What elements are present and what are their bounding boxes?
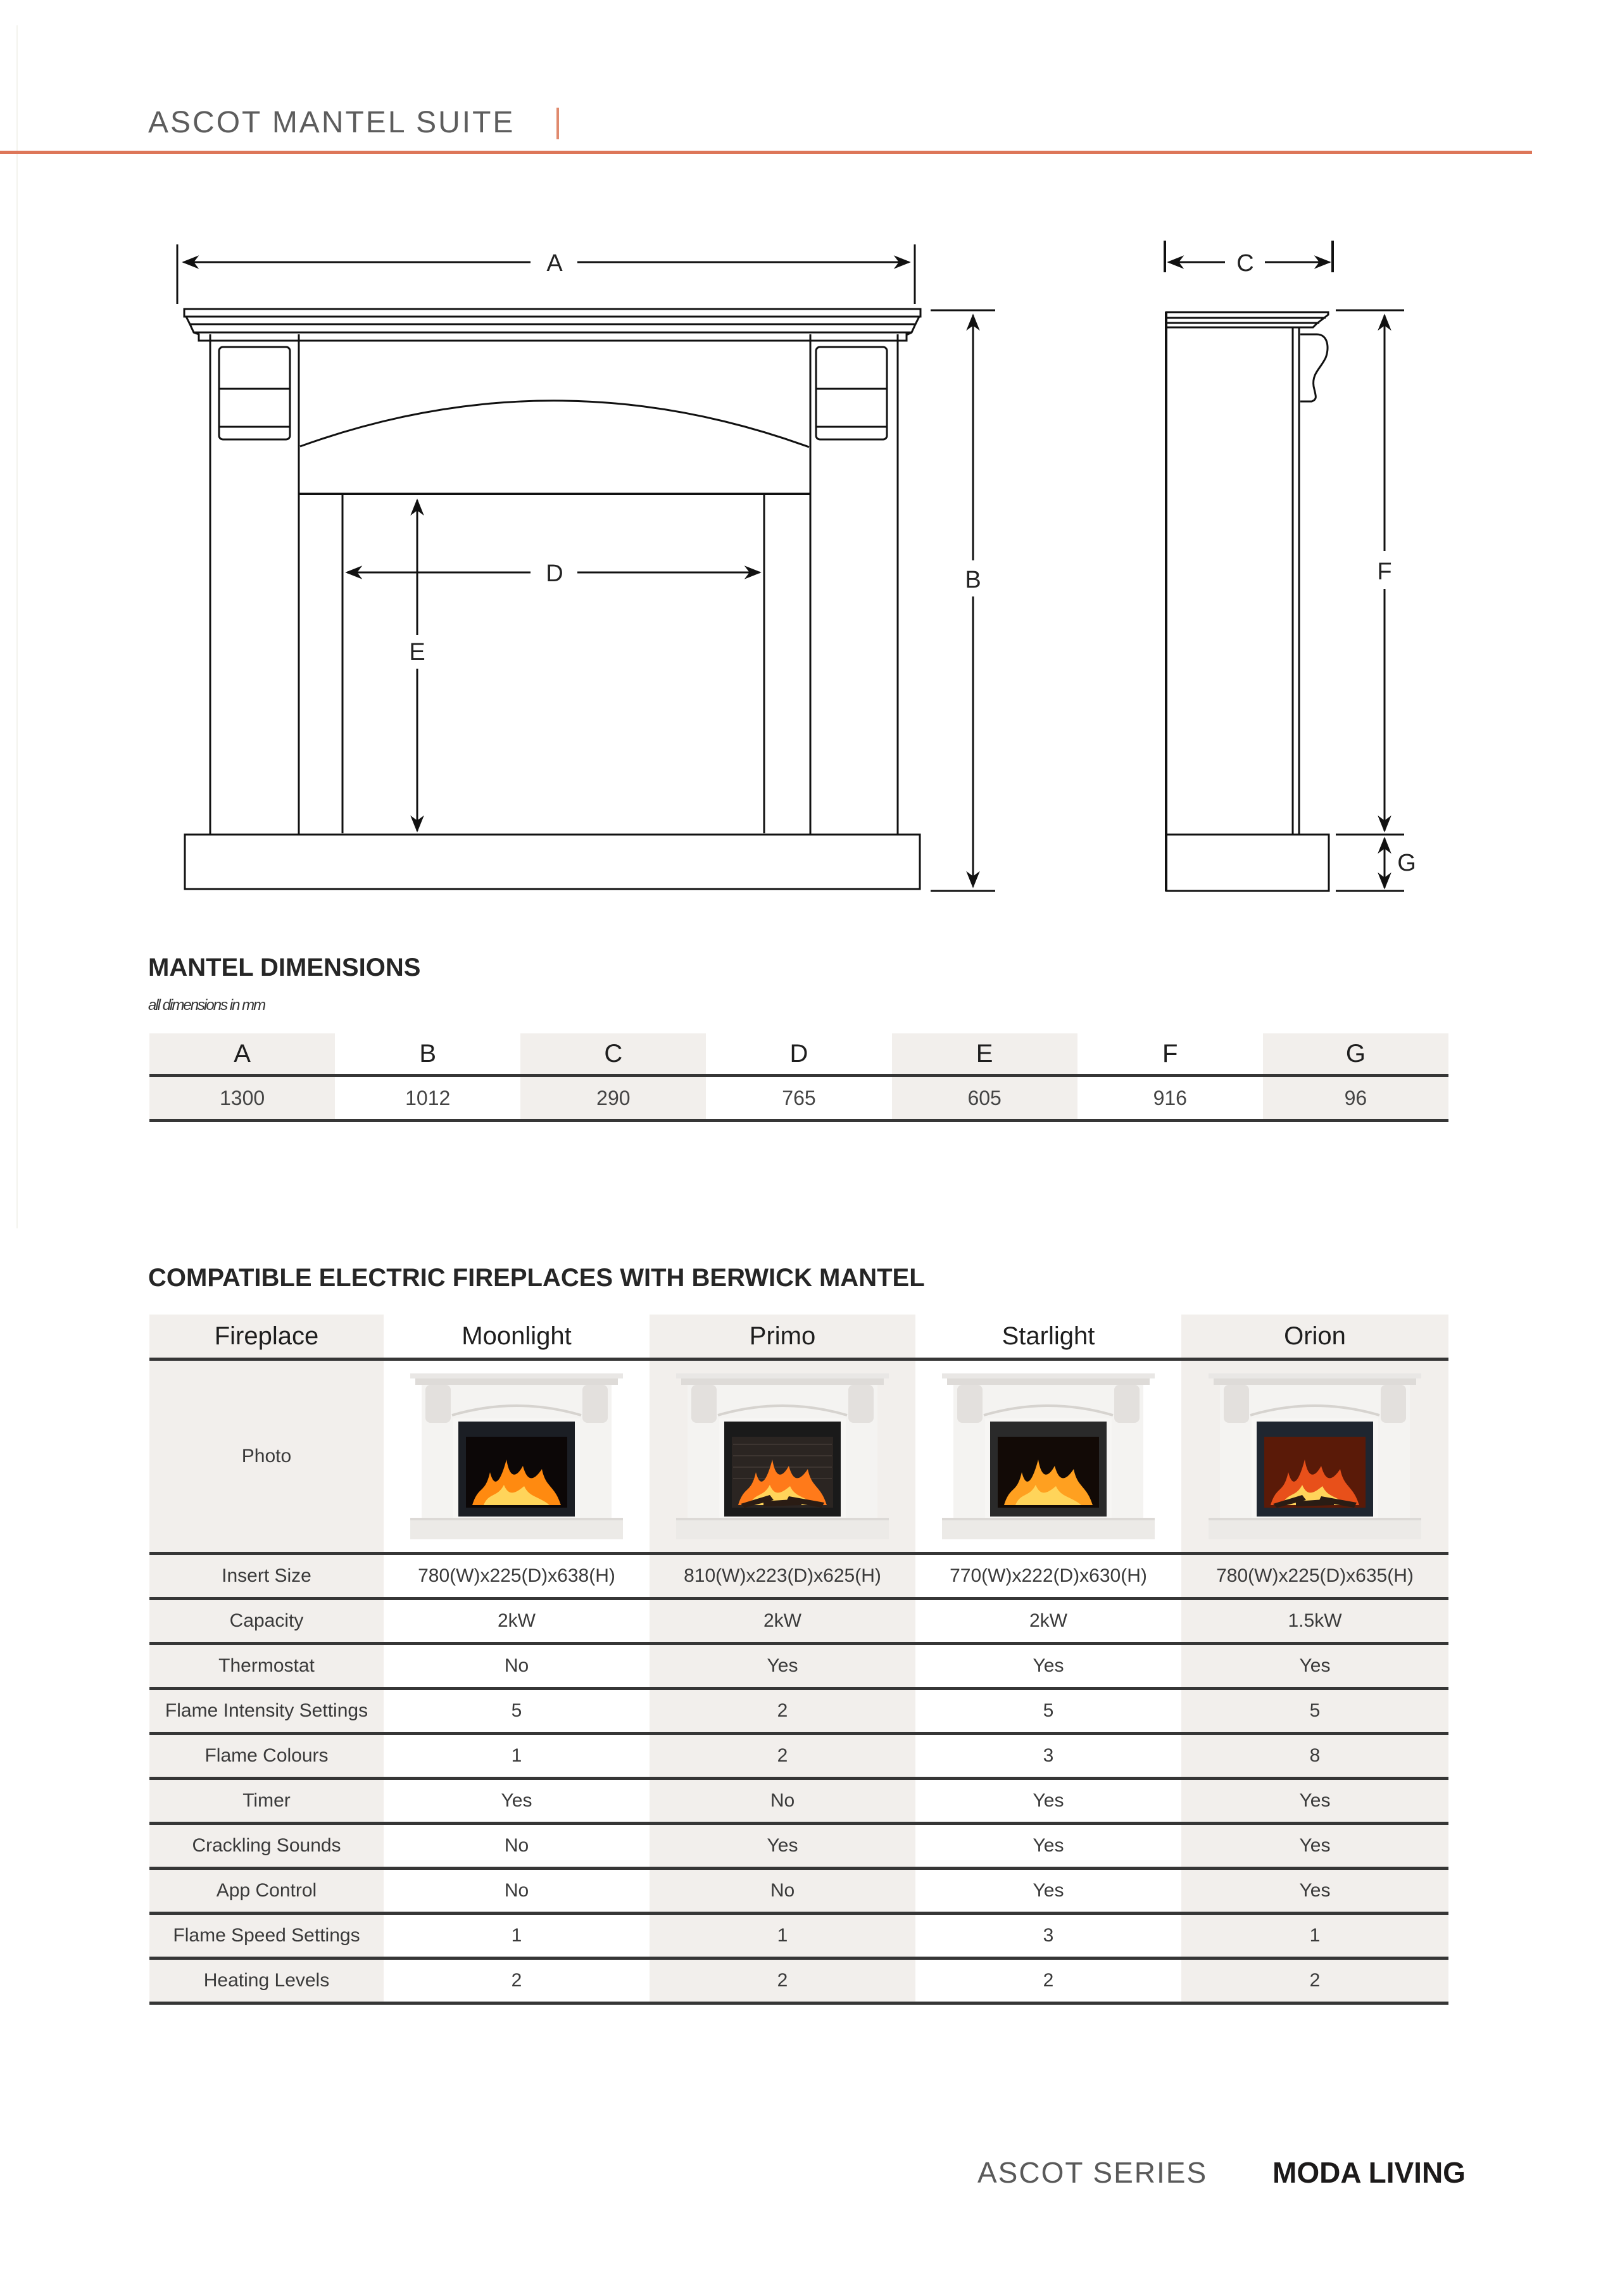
spec-value-starlight: 3 [915, 1734, 1181, 1779]
photo-row-label: Photo [149, 1359, 384, 1554]
frieze-arch [300, 401, 809, 447]
moonlight-photo [384, 1359, 650, 1554]
orion-fireplace-photo [1207, 1371, 1423, 1542]
footer-brand-logo: MODA LIVING [1272, 2156, 1466, 2189]
spec-row-flame-intensity-settings [149, 1689, 1448, 1734]
spec-label: Flame Speed Settings [149, 1914, 384, 1959]
spec-value-primo: No [650, 1779, 915, 1824]
dimensions-value-row [149, 1076, 1448, 1121]
mantel-shelf-top [184, 309, 920, 317]
spec-label: Flame Colours [149, 1734, 384, 1779]
spec-value-orion: 8 [1181, 1734, 1448, 1779]
spec-label: Crackling Sounds [149, 1824, 384, 1869]
starlight-photo [915, 1359, 1181, 1554]
spec-row-flame-speed-settings [149, 1914, 1448, 1959]
side-plinth [1166, 835, 1329, 891]
model-orion: Orion [1181, 1315, 1448, 1359]
spec-row-timer [149, 1779, 1448, 1824]
spec-row-app-control [149, 1869, 1448, 1914]
spec-label: App Control [149, 1869, 384, 1914]
spec-value-primo: 810(W)x223(D)x625(H) [650, 1554, 915, 1599]
hearth [185, 835, 920, 889]
label-b: B [965, 567, 981, 593]
spec-value-moonlight: Yes [384, 1779, 650, 1824]
spec-label: Insert Size [149, 1554, 384, 1599]
dim-header-g: G [1263, 1033, 1448, 1076]
spec-value-moonlight: 5 [384, 1689, 650, 1734]
spec-row-thermostat [149, 1644, 1448, 1689]
fireplace-header-row [149, 1315, 1448, 1359]
spec-label: Heating Levels [149, 1959, 384, 2003]
fireplace-header-label: Fireplace [149, 1315, 384, 1359]
spec-label: Flame Intensity Settings [149, 1689, 384, 1734]
spec-row-flame-colours [149, 1734, 1448, 1779]
spec-value-moonlight: No [384, 1824, 650, 1869]
spec-value-orion: 5 [1181, 1689, 1448, 1734]
spec-value-moonlight: 1 [384, 1734, 650, 1779]
primo-fireplace-photo [675, 1371, 890, 1542]
label-d: D [546, 560, 563, 587]
spec-row-capacity [149, 1599, 1448, 1644]
orion-photo [1181, 1359, 1448, 1554]
dim-header-a: A [149, 1033, 335, 1076]
primo-photo [650, 1359, 915, 1554]
spec-value-starlight: 770(W)x222(D)x630(H) [915, 1554, 1181, 1599]
mantel-shelf-mould-1 [186, 317, 919, 324]
spec-value-primo: 2 [650, 1959, 915, 2003]
label-f: F [1377, 558, 1392, 585]
starlight-fireplace-photo [941, 1371, 1156, 1542]
spec-value-primo: Yes [650, 1824, 915, 1869]
dim-header-f: F [1077, 1033, 1263, 1076]
spec-value-orion: Yes [1181, 1869, 1448, 1914]
dim-value-g: 96 [1263, 1076, 1448, 1121]
dim-value-c: 290 [520, 1076, 706, 1121]
label-a: A [546, 250, 563, 277]
spec-value-starlight: Yes [915, 1824, 1181, 1869]
spec-value-moonlight: 780(W)x225(D)x638(H) [384, 1554, 650, 1599]
compatible-fireplaces-table [149, 1315, 1448, 2005]
spec-label: Thermostat [149, 1644, 384, 1689]
spec-value-orion: 780(W)x225(D)x635(H) [1181, 1554, 1448, 1599]
page-title: ASCOT MANTEL SUITE [148, 106, 515, 139]
spec-value-starlight: Yes [915, 1779, 1181, 1824]
spec-value-moonlight: 1 [384, 1914, 650, 1959]
mantel-shelf-mould-2 [190, 324, 915, 332]
mantel-dimensions-table [149, 1033, 1448, 1122]
spec-value-orion: 1.5kW [1181, 1599, 1448, 1644]
left-corbel [219, 347, 290, 439]
dim-value-b: 1012 [335, 1076, 520, 1121]
spec-value-primo: 2 [650, 1689, 915, 1734]
mantel-dimensions-title: MANTEL DIMENSIONS [148, 954, 421, 981]
spec-value-primo: Yes [650, 1644, 915, 1689]
spec-value-primo: 1 [650, 1914, 915, 1959]
compatible-fireplaces-title: COMPATIBLE ELECTRIC FIREPLACES WITH BERWICK MANTEL [148, 1264, 925, 1292]
label-g: G [1397, 850, 1416, 876]
model-primo: Primo [650, 1315, 915, 1359]
spec-value-orion: Yes [1181, 1779, 1448, 1824]
label-e: E [409, 639, 425, 665]
spec-row-heating-levels [149, 1959, 1448, 2003]
dim-value-f: 916 [1077, 1076, 1263, 1121]
spec-value-starlight: 2kW [915, 1599, 1181, 1644]
spec-value-moonlight: 2kW [384, 1599, 650, 1644]
spec-value-primo: No [650, 1869, 915, 1914]
spec-row-insert-size [149, 1554, 1448, 1599]
spec-value-primo: 2 [650, 1734, 915, 1779]
dim-header-d: D [706, 1033, 891, 1076]
spec-value-orion: 1 [1181, 1914, 1448, 1959]
dim-header-b: B [335, 1033, 520, 1076]
spec-value-primo: 2kW [650, 1599, 915, 1644]
spec-value-orion: 2 [1181, 1959, 1448, 2003]
spec-value-orion: Yes [1181, 1824, 1448, 1869]
moonlight-fireplace-photo [409, 1371, 624, 1542]
spec-row-crackling-sounds [149, 1824, 1448, 1869]
spec-value-moonlight: No [384, 1644, 650, 1689]
front-view [177, 244, 995, 891]
side-view [1165, 241, 1404, 891]
side-shelf [1166, 312, 1328, 327]
model-starlight: Starlight [915, 1315, 1181, 1359]
spec-value-moonlight: No [384, 1869, 650, 1914]
dim-value-a: 1300 [149, 1076, 335, 1121]
spec-value-starlight: 5 [915, 1689, 1181, 1734]
dim-header-c: C [520, 1033, 706, 1076]
dim-value-d: 765 [706, 1076, 891, 1121]
label-c: C [1236, 250, 1254, 277]
units-note: all dimensions in mm [148, 997, 265, 1014]
side-corbel-profile [1300, 334, 1328, 401]
mantel-shelf-mould-3 [194, 332, 912, 341]
model-moonlight: Moonlight [384, 1315, 650, 1359]
footer-series: ASCOT SERIES [977, 2156, 1208, 2189]
spec-label: Capacity [149, 1599, 384, 1644]
spec-value-moonlight: 2 [384, 1959, 650, 2003]
mantel-technical-drawing [0, 0, 1608, 918]
spec-value-orion: Yes [1181, 1644, 1448, 1689]
spec-value-starlight: Yes [915, 1869, 1181, 1914]
dim-header-e: E [892, 1033, 1077, 1076]
dimensions-header-row [149, 1033, 1448, 1076]
photo-row [149, 1359, 1448, 1554]
spec-label: Timer [149, 1779, 384, 1824]
spec-value-starlight: 2 [915, 1959, 1181, 2003]
dim-value-e: 605 [892, 1076, 1077, 1121]
spec-value-starlight: Yes [915, 1644, 1181, 1689]
spec-value-starlight: 3 [915, 1914, 1181, 1959]
right-corbel [816, 347, 887, 439]
